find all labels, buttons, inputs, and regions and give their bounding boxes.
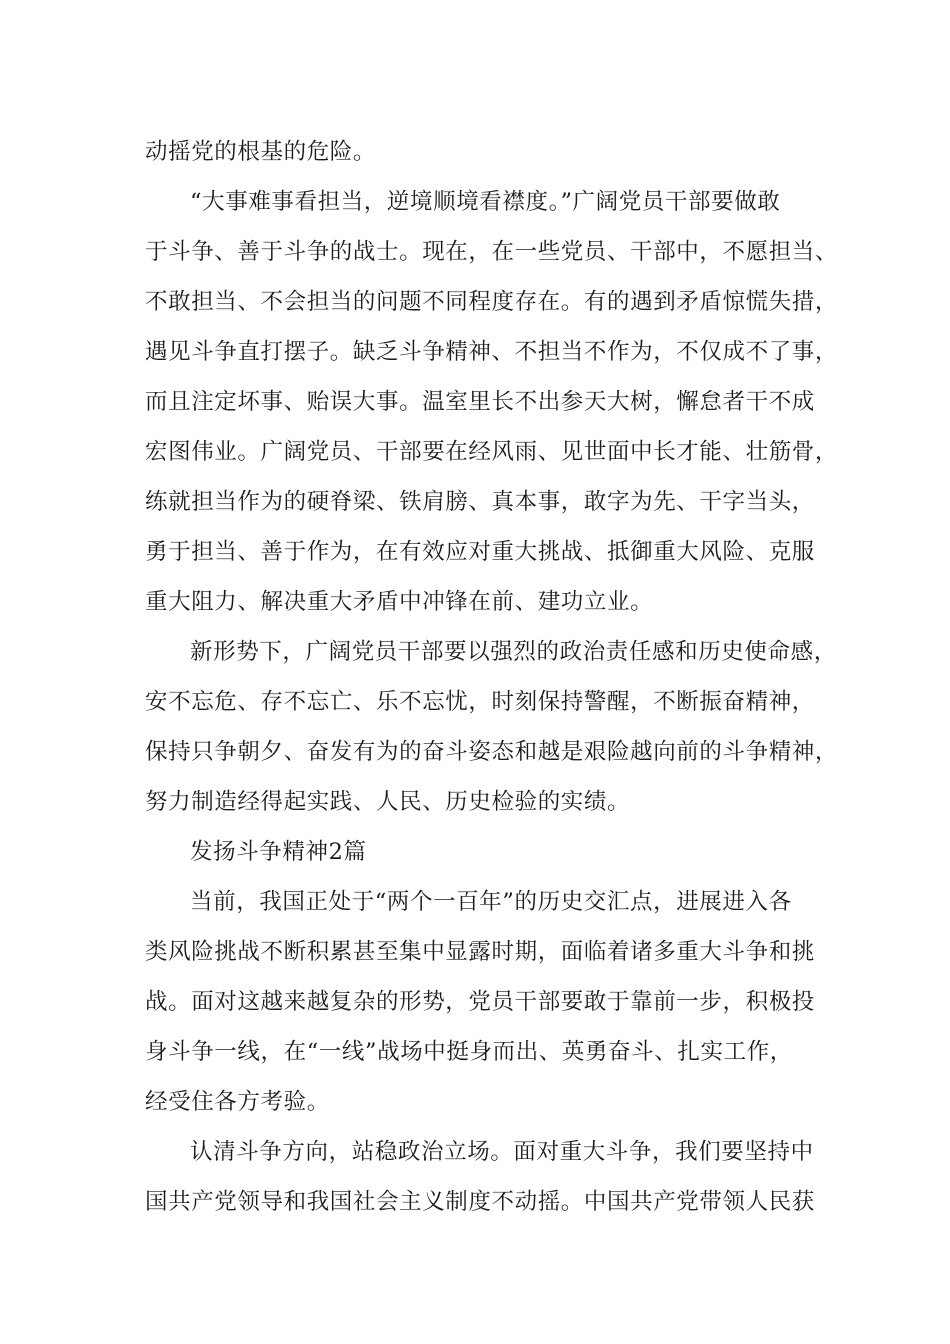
text-line: 国共产党领导和我国社会主义制度不动摇。中国共产党带领人民获	[145, 1189, 815, 1215]
text-line: “大事难事看担当，逆境顺境看襟度。”广阔党员干部要做敢	[190, 189, 781, 215]
section-heading: 发扬斗争精神2篇	[190, 839, 367, 865]
text-line: 身斗争一线，在“一线”战场中挺身而出、英勇奋斗、扎实工作，	[145, 1039, 793, 1065]
text-line: 遇见斗争直打摆子。缺乏斗争精神、不担当不作为，不仅成不了事，	[145, 339, 839, 365]
text-line: 勇于担当、善于作为，在有效应对重大挑战、抵御重大风险、克服	[145, 539, 815, 565]
text-line: 保持只争朝夕、奋发有为的奋斗姿态和越是艰险越向前的斗争精神，	[145, 739, 839, 765]
text-line: 动摇党的根基的危险。	[145, 139, 377, 165]
text-line: 经受住各方考验。	[145, 1089, 330, 1115]
text-line: 当前，我国正处于“两个一百年”的历史交汇点，进展进入各	[190, 889, 792, 915]
text-line: 不敢担当、不会担当的问题不同程度存在。有的遇到矛盾惊慌失措，	[145, 289, 839, 315]
text-line: 新形势下，广阔党员干部要以强烈的政治责任感和历史使命感，	[190, 639, 837, 665]
text-line: 而且注定坏事、贻误大事。温室里长不出参天大树，懈怠者干不成	[145, 389, 815, 415]
text-line: 于斗争、善于斗争的战士。现在，在一些党员、干部中，不愿担当、	[145, 239, 839, 265]
text-line: 战。面对这越来越复杂的形势，党员干部要敢于靠前一步，积极投	[145, 989, 815, 1015]
text-line: 重大阻力、解决重大矛盾中冲锋在前、建功立业。	[145, 589, 654, 615]
text-line: 安不忘危、存不忘亡、乐不忘忧，时刻保持警醒，不断振奋精神，	[145, 689, 815, 715]
text-line: 宏图伟业。广阔党员、干部要在经风雨、见世面中长才能、壮筋骨，	[145, 439, 839, 465]
text-line: 认清斗争方向，站稳政治立场。面对重大斗争，我们要坚持中	[190, 1139, 814, 1165]
text-line: 练就担当作为的硬脊梁、铁肩膀、真本事，敢字为先、干字当头，	[145, 489, 815, 515]
text-line: 努力制造经得起实践、人民、历史检验的实绩。	[145, 789, 631, 815]
text-line: 类风险挑战不断积累甚至集中显露时期，面临着诸多重大斗争和挑	[145, 939, 815, 965]
